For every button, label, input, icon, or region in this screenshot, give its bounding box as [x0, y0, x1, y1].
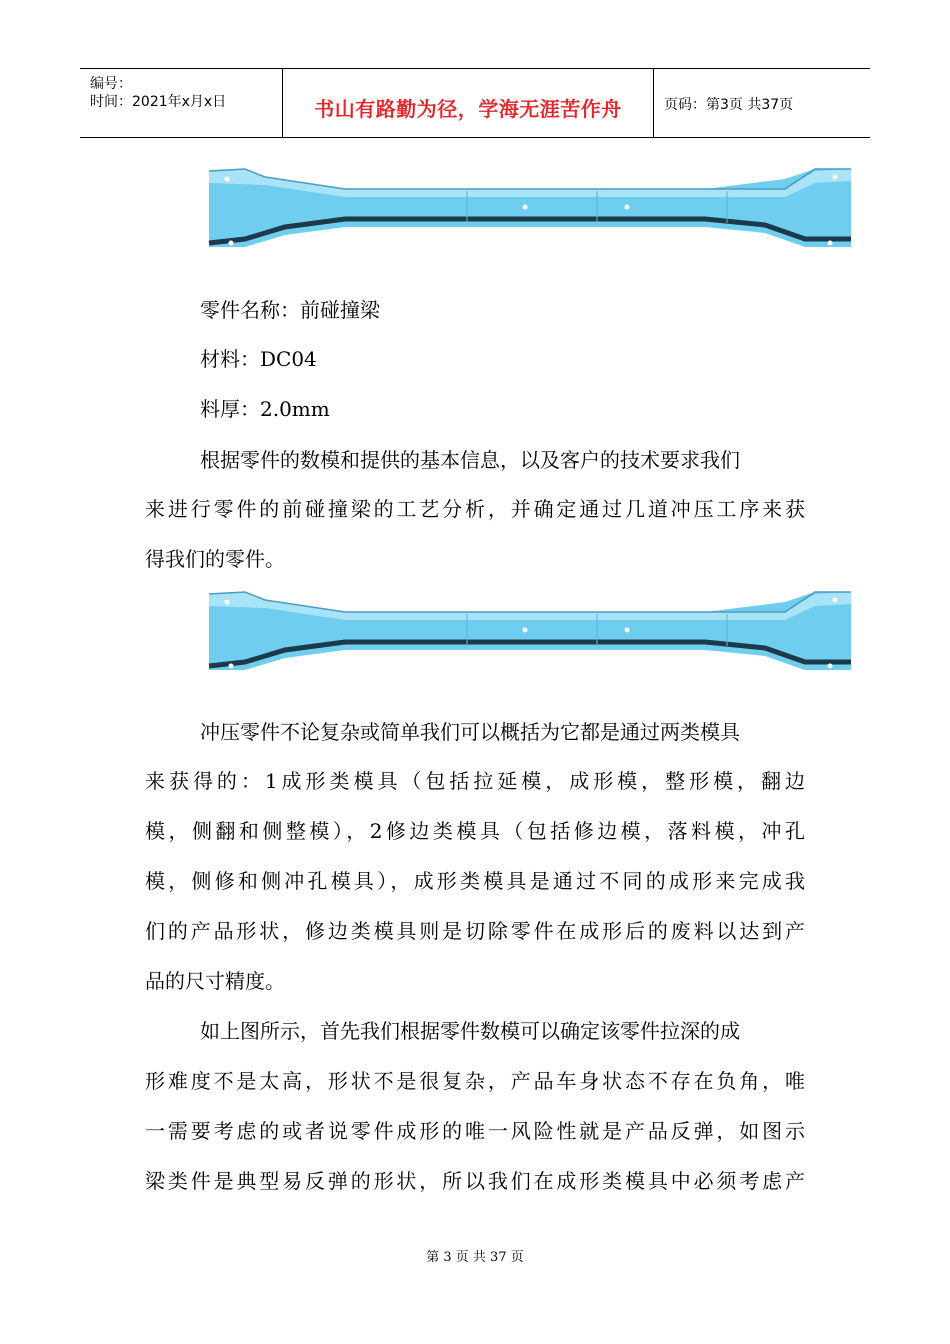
paragraph-2-line: 品的尺寸精度。 [145, 969, 285, 993]
paragraph-2-line: 模，侧翻和侧整模），2修边类模具（包括修边模，落料模，冲孔 [145, 819, 805, 843]
page-header [80, 68, 870, 138]
paragraph-2-line: 冲压零件不论复杂或简单我们可以概括为它都是通过两类模具 [200, 720, 740, 744]
part-material: 材料：DC04 [200, 347, 317, 371]
part-thickness: 料厚：2.0mm [200, 397, 330, 421]
header-motto: 书山有路勤为径，学海无涯苦作舟 [314, 97, 622, 121]
paragraph-2-line: 模，侧修和侧冲孔模具），成形类模具是通过不同的成形来完成我 [145, 869, 805, 893]
page-footer: 第 3 页 共 37 页 [426, 1250, 524, 1265]
paragraph-1-line: 根据零件的数模和提供的基本信息，以及客户的技术要求我们 [200, 448, 740, 472]
paragraph-2-line: 来获得的：1成形类模具（包括拉延模，成形模，整形模，翻边 [145, 769, 805, 793]
header-page-info: 页码：第3页 共37页 [664, 97, 794, 113]
number-label: 编号： [90, 76, 132, 92]
paragraph-1-line: 得我们的零件。 [145, 547, 285, 571]
header-left-cell [80, 69, 283, 137]
beam-figure-2 [205, 586, 855, 676]
part-name: 零件名称：前碰撞梁 [200, 298, 380, 322]
paragraph-1-line: 来进行零件的前碰撞梁的工艺分析，并确定通过几道冲压工序来获 [145, 497, 805, 521]
paragraph-2-line: 们的产品形状，修边类模具则是切除零件在成形后的废料以达到产 [145, 919, 805, 943]
header-motto-cell [283, 69, 654, 137]
time-label: 时间：2021年x月x日 [90, 94, 227, 110]
beam-figure-1 [205, 163, 855, 253]
paragraph-3-line: 形难度不是太高，形状不是很复杂，产品车身状态不存在负角，唯 [145, 1069, 805, 1093]
paragraph-3-line: 如上图所示，首先我们根据零件数模可以确定该零件拉深的成 [200, 1019, 740, 1043]
paragraph-3-line: 一需要考虑的或者说零件成形的唯一风险性就是产品反弹，如图示 [145, 1119, 805, 1143]
header-right-cell [654, 69, 870, 137]
paragraph-3-line: 梁类件是典型易反弹的形状，所以我们在成形类模具中必须考虑产 [145, 1169, 805, 1193]
